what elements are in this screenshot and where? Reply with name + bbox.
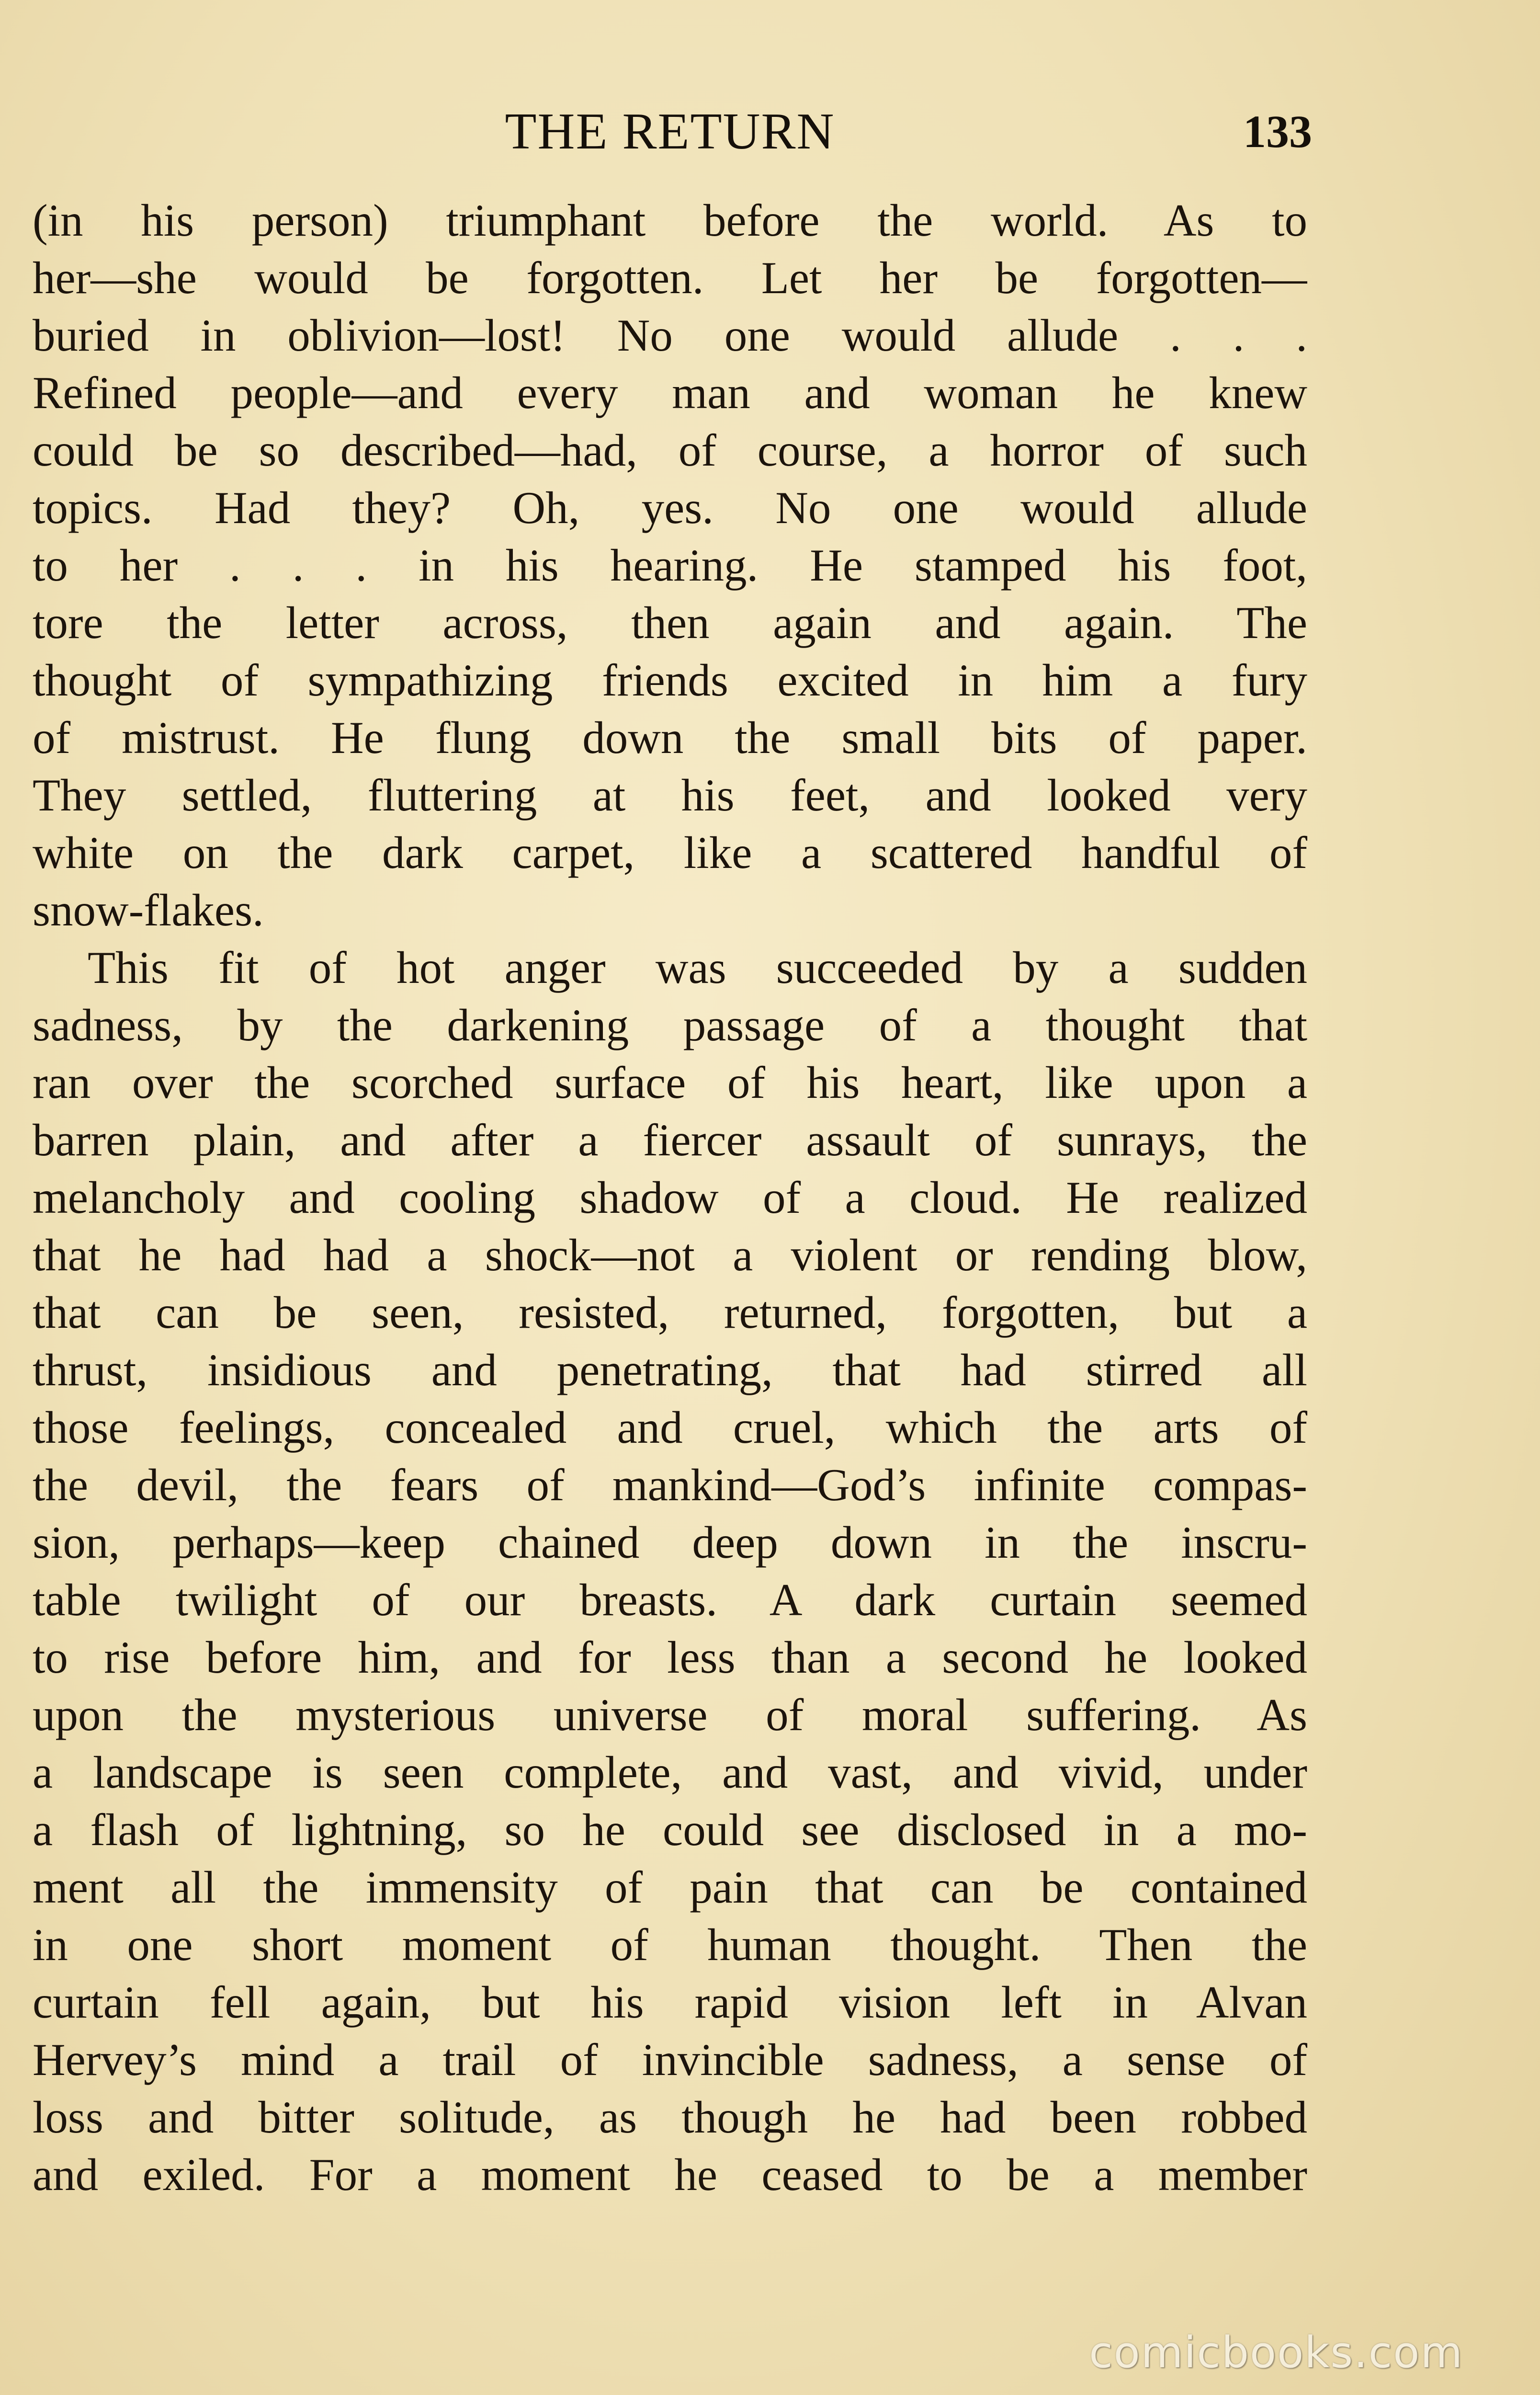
paragraph-2 xyxy=(33,939,1307,2203)
text-line: barren plain, and after a fiercer assault of sunrays, the xyxy=(33,1115,1307,1165)
text-line: her—she would be forgotten. Let her be forgotten— xyxy=(33,252,1307,303)
text-line: They settled, fluttering at his feet, and looked very xyxy=(33,770,1307,821)
body-text xyxy=(33,192,1307,2203)
text-line: loss and bitter solitude, as though he had been robbed xyxy=(33,2092,1307,2143)
text-line: of mistrust. He flung down the small bits of paper. xyxy=(33,712,1307,763)
running-head xyxy=(33,96,1312,168)
text-line: thrust, insidious and penetrating, that had stirred all xyxy=(33,1345,1307,1395)
text-line: ment all the immensity of pain that can be contained xyxy=(33,1862,1307,1913)
text-line: sion, perhaps—keep chained deep down in the inscru- xyxy=(33,1517,1307,1568)
text-line: those feelings, concealed and cruel, which the arts of xyxy=(33,1402,1307,1453)
text-line: topics. Had they? Oh, yes. No one would allude xyxy=(33,482,1307,533)
text-line: thought of sympathizing friends excited in him a fury xyxy=(33,655,1307,706)
text-line: a flash of lightning, so he could see disclosed in a mo- xyxy=(33,1804,1307,1855)
text-line: a landscape is seen complete, and vast, and vivid, under xyxy=(33,1747,1307,1798)
text-line: This fit of hot anger was succeeded by a sudden xyxy=(88,942,1307,993)
text-line: sadness, by the darkening passage of a thought that xyxy=(33,1000,1307,1050)
paragraph-1 xyxy=(33,192,1307,939)
text-line: buried in oblivion—lost! No one would allude . . . xyxy=(33,310,1307,361)
text-line: ran over the scorched surface of his heart, like upon a xyxy=(33,1057,1307,1108)
text-line: in one short moment of human thought. Then the xyxy=(33,1919,1307,1970)
text-line: that he had had a shock—not a violent or rending blow, xyxy=(33,1230,1307,1280)
text-line: and exiled. For a moment he ceased to be a member xyxy=(33,2149,1307,2200)
text-line: snow-flakes. xyxy=(33,885,264,935)
text-line: the devil, the fears of mankind—God’s infinite compas- xyxy=(33,1460,1307,1510)
text-line: (in his person) triumphant before the world. As to xyxy=(33,195,1307,246)
text-line: table twilight of our breasts. A dark curtain seemed xyxy=(33,1574,1307,1625)
text-line: Hervey’s mind a trail of invincible sadness, a sense of xyxy=(33,2034,1307,2085)
text-line: melancholy and cooling shadow of a cloud. He realized xyxy=(33,1172,1307,1223)
page-number: 133 xyxy=(1243,106,1312,157)
text-line: upon the mysterious universe of moral suffering. As xyxy=(33,1689,1307,1740)
text-line: curtain fell again, but his rapid vision left in Alvan xyxy=(33,1977,1307,2028)
text-line: that can be seen, resisted, returned, forgotten, but a xyxy=(33,1287,1307,1338)
text-line: Refined people—and every man and woman he knew xyxy=(33,367,1307,418)
text-line: to her . . . in his hearing. He stamped his foot, xyxy=(33,540,1307,591)
text-line: tore the letter across, then again and again. The xyxy=(33,597,1307,648)
text-line: white on the dark carpet, like a scattered handful of xyxy=(33,827,1307,878)
text-line: could be so described—had, of course, a horror of such xyxy=(33,425,1307,476)
watermark-text: comicbooks.com xyxy=(1089,2327,1463,2378)
running-title: THE RETURN xyxy=(505,103,835,160)
text-line: to rise before him, and for less than a second he looked xyxy=(33,1632,1307,1683)
